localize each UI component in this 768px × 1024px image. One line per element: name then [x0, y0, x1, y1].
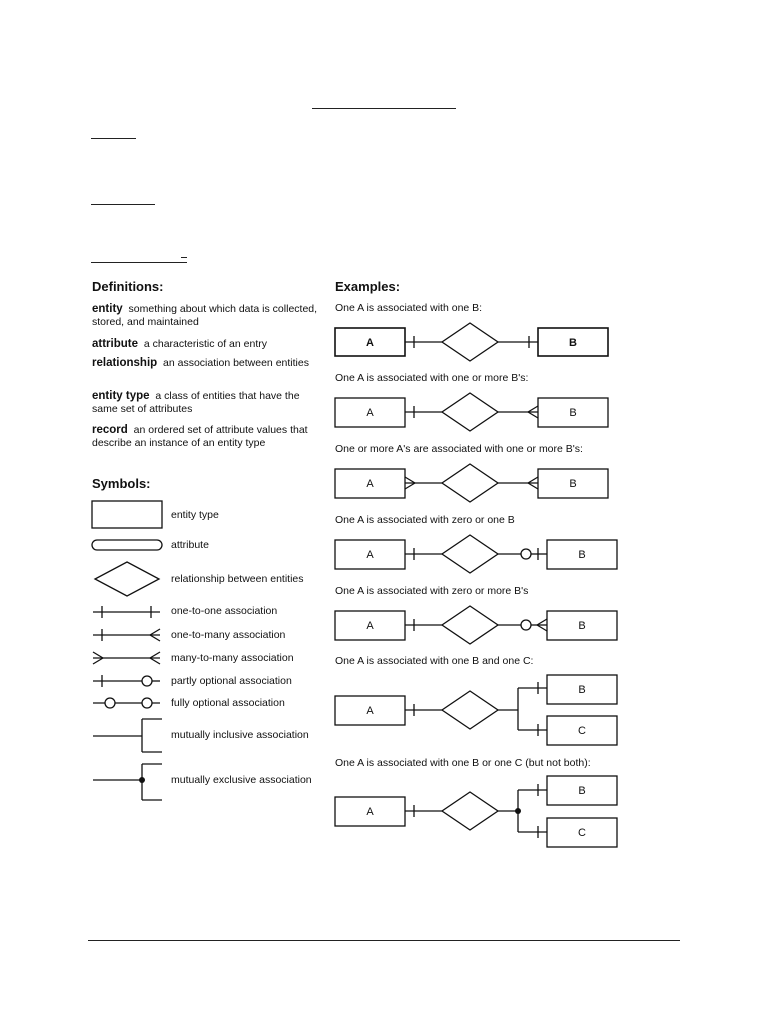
definition-term: attribute: [92, 338, 138, 350]
entity-label: B: [578, 620, 586, 632]
entity-label: A: [366, 337, 374, 349]
definition-text: something about which data is collected, stored, and maintained: [92, 303, 318, 328]
entity-label: B: [578, 549, 586, 561]
example-caption: One A is associated with one B:: [335, 302, 483, 314]
entity-label: A: [366, 620, 374, 632]
example-caption: One A is associated with zero or more B's: [335, 585, 529, 597]
symbol-label-one-to-one: one-to-one association: [171, 605, 278, 617]
definition-text: a characteristic of an entry: [143, 338, 267, 350]
example-caption: One or more A's are associated with one or more B's:: [335, 443, 583, 455]
example-5-diagram: [335, 606, 617, 644]
definition-term: entity: [92, 303, 123, 315]
entity-label: B: [569, 478, 577, 490]
entity-label: C: [578, 827, 586, 839]
example-2-diagram: [335, 393, 608, 431]
symbol-label-attribute: attribute: [171, 539, 209, 551]
entity-label: B: [578, 785, 586, 797]
symbol-label-partly-optional: partly optional association: [171, 675, 292, 687]
definition-term: record: [92, 424, 128, 436]
definition-text: an ordered set of attribute values that describe an instance of an entity type: [92, 424, 308, 449]
entity-label: A: [366, 705, 374, 717]
definition-term: entity type: [92, 390, 150, 402]
example-4-diagram: [335, 535, 617, 573]
entity-label: A: [366, 549, 374, 561]
entity-label: A: [366, 478, 374, 490]
footer-rule: [88, 940, 680, 941]
example-3-diagram: [335, 464, 608, 502]
entity-label: B: [569, 337, 577, 349]
example-6-diagram: [335, 675, 617, 745]
example-caption: One A is associated with one B and one C:: [335, 655, 534, 667]
symbol-label-relationship: relationship between entities: [171, 573, 304, 585]
definitions-heading: Definitions:: [92, 279, 164, 294]
symbol-label-mutually-exclusive: mutually exclusive association: [171, 774, 312, 786]
symbol-label-entity-type: entity type: [171, 509, 219, 521]
entity-label: A: [366, 407, 374, 419]
symbol-label-fully-optional: fully optional association: [171, 697, 285, 709]
definition-term: relationship: [92, 357, 158, 369]
example-caption: One A is associated with one or more B's:: [335, 372, 529, 384]
example-caption: One A is associated with zero or one B: [335, 514, 515, 526]
entity-label: B: [578, 684, 586, 696]
definition-text: a class of entities that have the same set of attributes: [92, 390, 300, 415]
example-1-diagram: [335, 323, 608, 361]
entity-label: C: [578, 725, 586, 737]
entity-label: A: [366, 806, 374, 818]
examples-heading: Examples:: [335, 279, 401, 294]
example-7-diagram: [335, 776, 617, 847]
example-caption: One A is associated with one B or one C (but not both):: [335, 757, 591, 769]
entity-label: B: [569, 407, 577, 419]
symbol-label-one-to-many: one-to-many association: [171, 629, 286, 641]
definition-text: an association between entities: [163, 357, 309, 369]
symbol-label-mutually-inclusive: mutually inclusive association: [171, 729, 309, 741]
symbols-heading: Symbols:: [92, 476, 151, 491]
symbol-label-many-to-many: many-to-many association: [171, 652, 294, 664]
